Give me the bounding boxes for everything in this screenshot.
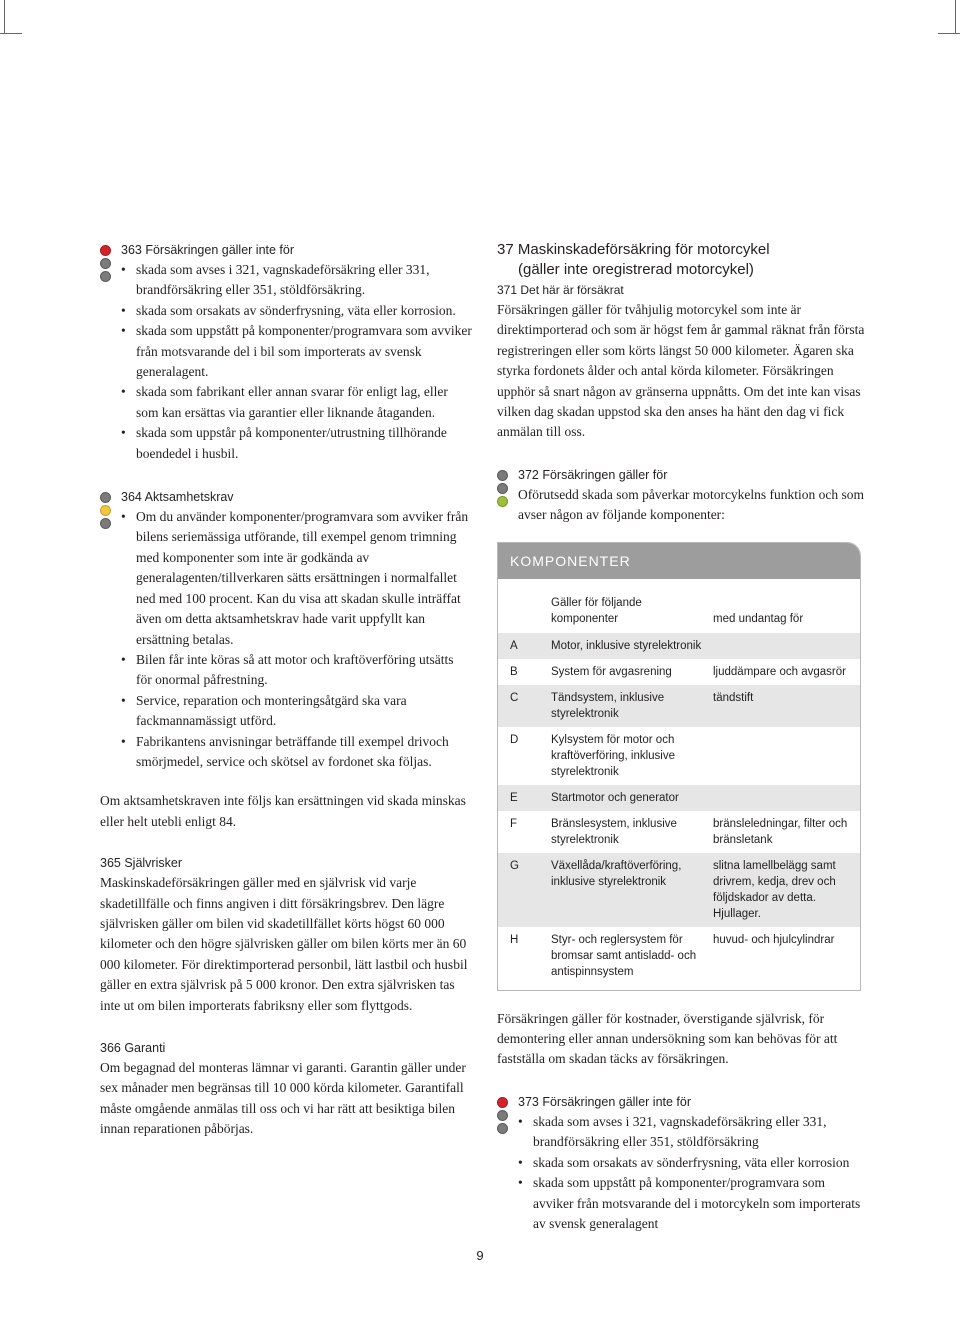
section-373-heading: 373 Försäkringen gäller inte för [518, 1094, 692, 1109]
section-366-text: Om begagnad del monteras lämnar vi garanti. Garantin gäller under sex månader men begränsas till 10 000 körda kilometer. Garantifall måste omgående anmälas till oss och vi har rätt att besiktiga bilen innan reparationen påbörjas. [100, 1060, 466, 1137]
list-item: • Om du använder komponenter/programvara som avviker från bilens seriemässiga utförande, till exempel genom trimning med komponenter som inte är godkända av generalagenten/tillverkaren sätts ersättningen i normalfallet ned med 100 procent. Kan du visa att skadan skulle inträffat även om detta aktsamhetskrav hade varit uppfyllt kan ersättning betalas. [121, 507, 472, 650]
col-header-applies: Gäller för följande komponenter [551, 596, 642, 625]
table-row: G Växellåda/kraftöverföring, inklusive styrelektronik slitna lamellbelägg samt drivrem, kedja, drev och följdskador av detta. Hjullager. [498, 853, 860, 927]
crop-mark-top-right-h [938, 33, 960, 34]
section-364-list [121, 507, 472, 772]
section-372-heading: 372 Försäkringen gäller för [518, 467, 668, 482]
section-372 [497, 465, 867, 526]
section-37-heading: 37 Maskinskadeförsäkring för motorcykel [497, 241, 770, 258]
section-37 [497, 240, 867, 443]
section-365 [100, 853, 472, 1016]
section-372-text: Oförutsedd skada som påverkar motorcykelns funktion och som avser någon av följande komponenter: [518, 486, 865, 523]
section-364 [100, 487, 472, 772]
list-item: • Fabrikantens anvisningar beträffande till exempel drivoch smörjmedel, service och skötsel av fordonet ska följas. [121, 732, 472, 773]
traffic-light-yellow-icon [100, 492, 111, 529]
list-item: • skada som fabrikant eller annan svarar för enligt lag, eller som kan ersättas via garantier eller liknande åtaganden. [121, 382, 472, 423]
traffic-light-red-icon [100, 245, 111, 282]
list-item: • skada som avses i 321, vagnskadeförsäkring eller 331, brandförsäkring eller 351, stöldförsäkring [518, 1112, 867, 1153]
list-item: • skada som avses i 321, vagnskadeförsäkring eller 331, brandförsäkring eller 351, stöldförsäkring. [121, 260, 472, 301]
list-item: • skada som orsakats av sönderfrysning, väta eller korrosion. [121, 301, 472, 321]
table-row: F Bränslesystem, inklusive styrelektronik bränsleledningar, filter och bränsletank [510, 817, 848, 846]
col-header-except: med undantag för [713, 612, 804, 625]
section-363-list [121, 260, 472, 464]
table-row: B System för avgasrening ljuddämpare och avgasrör [510, 665, 846, 678]
section-37-subtitle: (gäller inte oregistrerad motorcykel) [518, 261, 754, 278]
aktsamhet-note: Om aktsamhetskraven inte följs kan ersättningen vid skada minskas eller helt utebli enligt 84. [100, 793, 466, 829]
table-row: H Styr- och reglersystem för bromsar samt antisladd- och antispinnsystem huvud- och hjulcylindrar [510, 933, 835, 978]
components-table-box [497, 542, 861, 991]
section-371-heading: 371 Det här är försäkrat [497, 283, 624, 297]
list-item: • Service, reparation och monteringsåtgärd ska vara fackmannamässigt utförd. [121, 691, 472, 732]
table-row: D Kylsystem för motor och kraftöverföring, inklusive styrelektronik [510, 733, 675, 778]
list-item: • skada som uppstått på komponenter/programvara som avviker från motsvarande del i motorcykeln som importerats av svensk generalagent [518, 1173, 867, 1234]
table-row: C Tändsystem, inklusive styrelektronik tändstift [498, 685, 860, 727]
section-365-heading: 365 Självrisker [100, 856, 182, 871]
table-header-row [498, 579, 860, 633]
list-item: • Bilen får inte köras så att motor och kraftöverföring utsätts för onormal påfrestning. [121, 650, 472, 691]
after-table-text: Försäkringen gäller för kostnader, överstigande självrisk, för demontering eller annan undersökning som kan behövas för att fastställa om skadan täcks av försäkringen. [497, 1010, 838, 1067]
section-366-heading: 366 Garanti [100, 1041, 166, 1055]
components-table [498, 579, 860, 990]
table-row: A Motor, inklusive styrelektronik [498, 633, 860, 659]
traffic-light-green-icon [497, 470, 508, 507]
traffic-light-red-icon [497, 1097, 508, 1134]
section-364-heading: 364 Aktsamhetskrav [121, 490, 234, 505]
list-item: • skada som uppstått på komponenter/programvara som avviker från motsvarande del i bil som importerats av svensk generalagent. [121, 321, 472, 382]
section-366 [100, 1038, 472, 1140]
components-title: KOMPONENTER [498, 543, 860, 579]
right-column [497, 240, 867, 1234]
section-373 [497, 1092, 867, 1234]
list-item: • skada som uppstår på komponenter/utrustning tillhörande boendedel i husbil. [121, 423, 472, 464]
section-363 [100, 240, 472, 464]
section-363-heading: 363 Försäkringen gäller inte för [121, 243, 295, 257]
list-item: • skada som orsakats av sönderfrysning, väta eller korrosion [518, 1153, 867, 1173]
section-371-text: Försäkringen gäller för tvåhjulig motorcykel som inte är direktimporterad och som är högst fem år gammal räknat från första registreringen eller som körts längst 50 000 kilometer. Ägaren ska styrka fordonets ålder och antal körda kilometer. Försäkringen upphör så snart någon av gränserna uppnåtts. Om det inte kan visas vilken dag skadan uppstod ska den anses ha hänt den dag vi fick anmälan till oss. [497, 302, 865, 440]
page-number: 9 [476, 1248, 484, 1263]
crop-mark-top-left-v [4, 0, 5, 34]
crop-mark-top-left-h [0, 33, 22, 34]
section-365-text: Maskinskadeförsäkringen gäller med en självrisk vid varje skadetillfälle och finns angiven i ditt försäkringsbrev. Den lägre självrisken gäller om bilen vid skadetillfället körts högst 60 000 kilometer och den högre självrisken gäller om bilen körts mer än 60 000 kilometer. För direktimporterad personbil, lätt lastbil och husbil gäller en extra självrisk på 5 000 kronor. Den extra självrisken tas inte ut om bilen importerats fabriksny eller som flyttgods. [100, 875, 468, 1013]
section-373-list [518, 1112, 867, 1234]
table-row: E Startmotor och generator [498, 785, 860, 811]
crop-mark-top-right-v [955, 0, 956, 34]
left-column [100, 240, 472, 1140]
